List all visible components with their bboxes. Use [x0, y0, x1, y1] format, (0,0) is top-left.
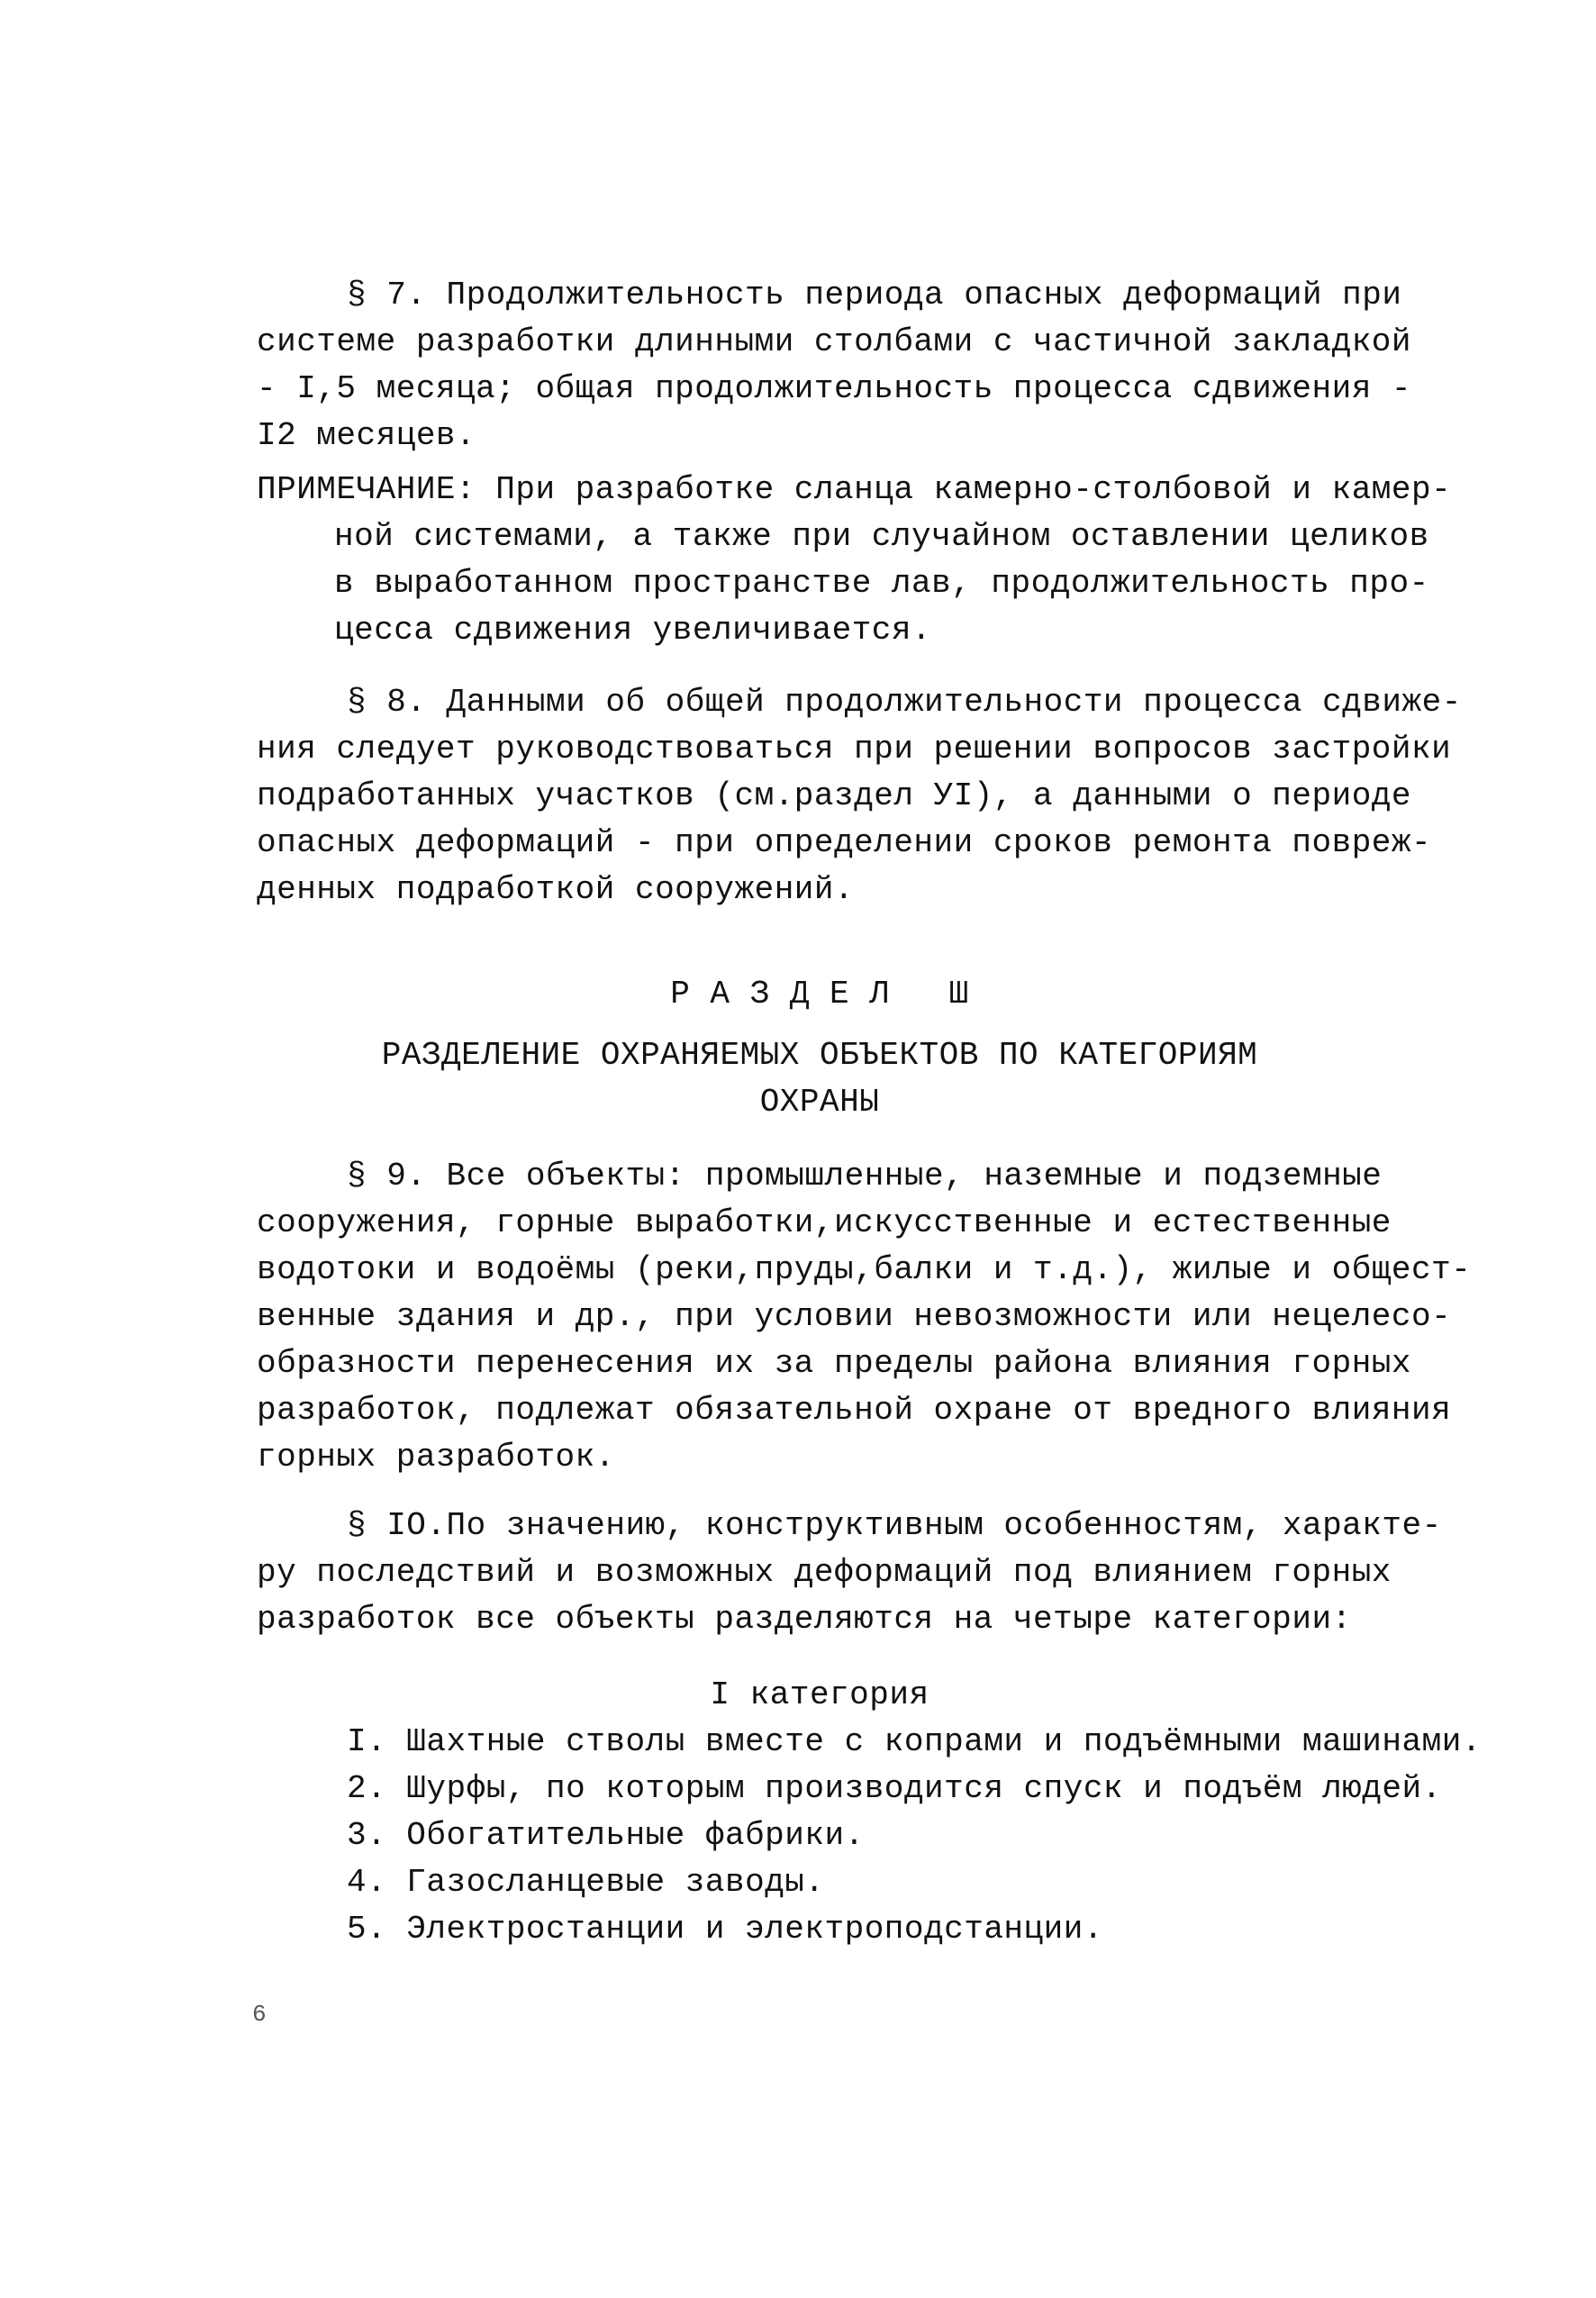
text-line: горных разработок.: [257, 1439, 615, 1476]
paragraph-10: [257, 1503, 1442, 1643]
category-heading: I категория: [710, 1676, 929, 1713]
paragraph-7: [257, 272, 1412, 459]
section-title-line: ОХРАНЫ: [759, 1084, 880, 1121]
text-line: опасных деформаций - при определении сроков ремонта повреж-: [257, 824, 1432, 861]
text-line: венные здания и др., при условии невозможности или нецелесо-: [257, 1298, 1452, 1335]
section-title-line: РАЗДЕЛЕНИЕ ОХРАНЯЕМЫХ ОБЪЕКТОВ ПО КАТЕГОРИЯМ: [381, 1037, 1258, 1074]
text-line: системе разработки длинными столбами с частичной закладкой: [257, 323, 1412, 360]
text-line: сооружения, горные выработки,искусственные и естественные: [257, 1204, 1392, 1241]
text-line: ру последствий и возможных деформаций под влиянием горных: [257, 1554, 1392, 1591]
category-list: [347, 1719, 1482, 1953]
note: [257, 467, 1452, 654]
list-item: I. Шахтные стволы вместе с копрами и подъёмными машинами.: [347, 1723, 1482, 1760]
text-line: § 9. Все объекты: промышленные, наземные и подземные: [347, 1158, 1383, 1194]
section-label: Р А З Д Е Л Ш: [670, 976, 969, 1013]
text-line: водотоки и водоёмы (реки,пруды,балки и т.д.), жилые и общест-: [257, 1251, 1472, 1288]
text-line: цесса сдвижения увеличивается.: [334, 612, 932, 649]
category-title: [257, 1672, 1383, 1719]
section-title: [257, 1032, 1383, 1126]
note-first-line: [257, 467, 1452, 513]
text-line: ной системами, а также при случайном оставлении целиков: [334, 518, 1429, 555]
list-item: 3. Обогатительные фабрики.: [347, 1817, 865, 1854]
list-item: 2. Шурфы, по которым производится спуск и подъём людей.: [347, 1770, 1442, 1807]
text-line: I2 месяцев.: [257, 417, 476, 454]
paragraph-9: [257, 1153, 1472, 1481]
paragraph-8: [257, 679, 1462, 913]
text-line: подработанных участков (см.раздел УI), а данными о периоде: [257, 777, 1412, 814]
text-line: разработок все объекты разделяются на четыре категории:: [257, 1601, 1352, 1638]
text-line: § 7. Продолжительность периода опасных деформаций при: [347, 277, 1402, 313]
text-line: в выработанном пространстве лав, продолжительность про-: [334, 565, 1429, 602]
list-item: 5. Электростанции и электроподстанции.: [347, 1911, 1103, 1948]
text-line: § IO.По значению, конструктивным особенностям, характе-: [347, 1507, 1442, 1544]
text-line: образности перенесения их за пределы района влияния горных: [257, 1345, 1412, 1382]
page-number: 6: [252, 2001, 268, 2028]
list-item: 4. Газосланцевые заводы.: [347, 1864, 825, 1901]
text-line: денных подработкой сооружений.: [257, 871, 855, 908]
text-line: § 8. Данными об общей продолжительности процесса сдвиже-: [347, 684, 1462, 721]
note-text: При разработке сланца камерно-столбовой и камер-: [476, 471, 1452, 508]
text-line: - I,5 месяца; общая продолжительность процесса сдвижения -: [257, 370, 1412, 407]
text-line: разработок, подлежат обязательной охране от вредного влияния: [257, 1392, 1452, 1429]
section-heading: [257, 971, 1383, 1018]
note-label: ПРИМЕЧАНИЕ:: [257, 471, 476, 508]
text-line: ния следует руководствоваться при решении вопросов застройки: [257, 731, 1452, 768]
